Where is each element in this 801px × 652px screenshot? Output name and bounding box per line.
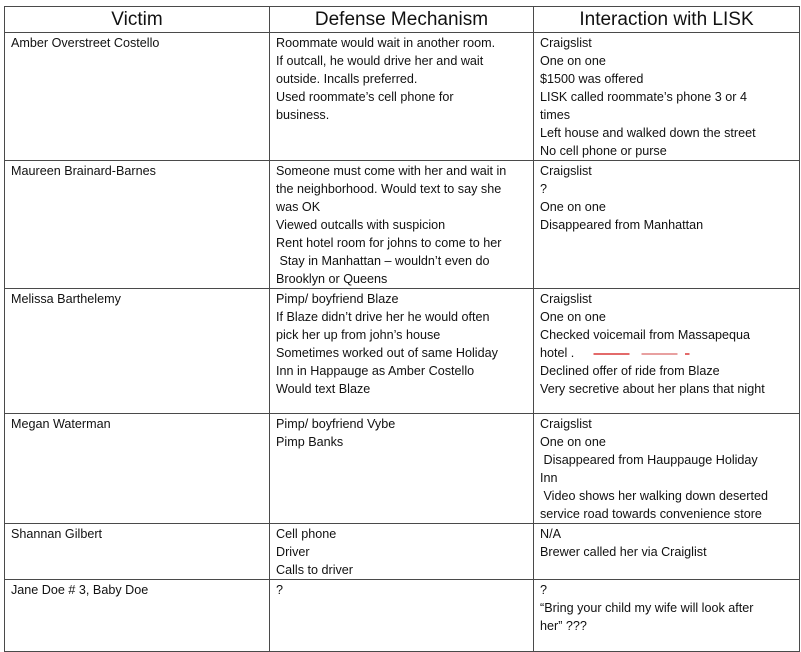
interaction-cell — [534, 161, 800, 289]
defense-line: Pimp Banks — [276, 435, 344, 449]
defense-line: Driver — [276, 545, 310, 559]
defense-line: Pimp/ boyfriend Vybe — [276, 417, 396, 431]
interaction-line: One on one — [540, 310, 606, 324]
interaction-line: ? — [540, 182, 548, 196]
interaction-line: One on one — [540, 200, 606, 214]
header-defense-mechanism: Defense Mechanism — [270, 7, 534, 33]
interaction-line: Craigslist — [540, 164, 592, 178]
table-row — [5, 414, 800, 524]
interaction-line: her” ??? — [540, 619, 587, 633]
interaction-cell — [534, 414, 800, 524]
victim-name: Megan Waterman — [11, 417, 111, 431]
defense-line: Would text Blaze — [276, 382, 371, 396]
interaction-line: Left house and walked down the street — [540, 126, 756, 140]
interaction-line: ? — [540, 583, 548, 597]
header-interaction-with-lisk: Interaction with LISK — [534, 7, 800, 33]
interaction-line: LISK called roommate’s phone 3 or 4 — [540, 90, 747, 104]
defense-line: Calls to driver — [276, 563, 353, 577]
defense-cell — [270, 289, 534, 414]
victim-cell — [5, 289, 270, 414]
victim-name: Amber Overstreet Costello — [11, 36, 160, 50]
interaction-line: No cell phone or purse — [540, 144, 667, 158]
interaction-text: hotel . — [540, 346, 575, 360]
table-row — [5, 161, 800, 289]
defense-line: Brooklyn or Queens — [276, 272, 388, 286]
interaction-line: “Bring your child my wife will look after — [540, 601, 754, 615]
victim-name: Maureen Brainard-Barnes — [11, 164, 156, 178]
defense-line: Viewed outcalls with suspicion — [276, 218, 446, 232]
interaction-line: Craigslist — [540, 36, 592, 50]
table-row — [5, 524, 800, 580]
table-row — [5, 580, 800, 652]
defense-line: outside. Incalls preferred. — [276, 72, 418, 86]
defense-line: Cell phone — [276, 527, 337, 541]
victim-name: Melissa Barthelemy — [11, 292, 121, 306]
interaction-line: Checked voicemail from Massapequa — [540, 328, 750, 342]
defense-line: If Blaze didn’t drive her he would often — [276, 310, 490, 324]
defense-line: If outcall, he would drive her and wait — [276, 54, 484, 68]
defense-cell — [270, 414, 534, 524]
interaction-line: Craigslist — [540, 292, 592, 306]
interaction-line: Very secretive about her plans that night — [540, 382, 765, 396]
interaction-line: Brewer called her via Craiglist — [540, 545, 707, 559]
interaction-cell — [534, 33, 800, 161]
defense-line: Someone must come with her and wait in — [276, 164, 507, 178]
defense-line: Roommate would wait in another room. — [276, 36, 496, 50]
victim-cell — [5, 580, 270, 652]
interaction-line: times — [540, 108, 571, 122]
interaction-line: Inn — [540, 471, 558, 485]
victim-cell — [5, 33, 270, 161]
victim-cell — [5, 414, 270, 524]
interaction-line: service road towards convenience store — [540, 507, 762, 521]
defense-line: Pimp/ boyfriend Blaze — [276, 292, 399, 306]
interaction-line — [540, 344, 795, 362]
interaction-line: $1500 was offered — [540, 72, 644, 86]
victim-table — [4, 6, 800, 652]
victim-name: Jane Doe # 3, Baby Doe — [11, 583, 149, 597]
interaction-line: One on one — [540, 435, 606, 449]
victim-name: Shannan Gilbert — [11, 527, 103, 541]
header-row — [5, 7, 800, 33]
interaction-line: N/A — [540, 527, 561, 541]
interaction-line: Disappeared from Hauppauge Holiday — [540, 453, 758, 467]
defense-line: the neighborhood. Would text to say she — [276, 182, 502, 196]
interaction-line: One on one — [540, 54, 606, 68]
table-row — [5, 33, 800, 161]
interaction-line: Disappeared from Manhattan — [540, 218, 704, 232]
redaction-mark — [584, 353, 704, 355]
defense-line: ? — [276, 583, 284, 597]
defense-line: Rent hotel room for johns to come to her — [276, 236, 502, 250]
defense-cell — [270, 161, 534, 289]
header-victim: Victim — [5, 7, 270, 33]
interaction-cell — [534, 289, 800, 414]
table-row — [5, 289, 800, 414]
interaction-line: Video shows her walking down deserted — [540, 489, 768, 503]
defense-line: pick her up from john’s house — [276, 328, 441, 342]
interaction-cell — [534, 580, 800, 652]
interaction-line: Declined offer of ride from Blaze — [540, 364, 720, 378]
interaction-line: Craigslist — [540, 417, 592, 431]
defense-cell — [270, 524, 534, 580]
interaction-cell — [534, 524, 800, 580]
defense-line: Inn in Happauge as Amber Costello — [276, 364, 475, 378]
victim-cell — [5, 161, 270, 289]
defense-cell — [270, 580, 534, 652]
defense-line: business. — [276, 108, 330, 122]
defense-line: Sometimes worked out of same Holiday — [276, 346, 498, 360]
defense-line: Stay in Manhattan – wouldn’t even do — [276, 254, 490, 268]
defense-cell — [270, 33, 534, 161]
victim-cell — [5, 524, 270, 580]
defense-line: Used roommate’s cell phone for — [276, 90, 454, 104]
defense-line: was OK — [276, 200, 321, 214]
